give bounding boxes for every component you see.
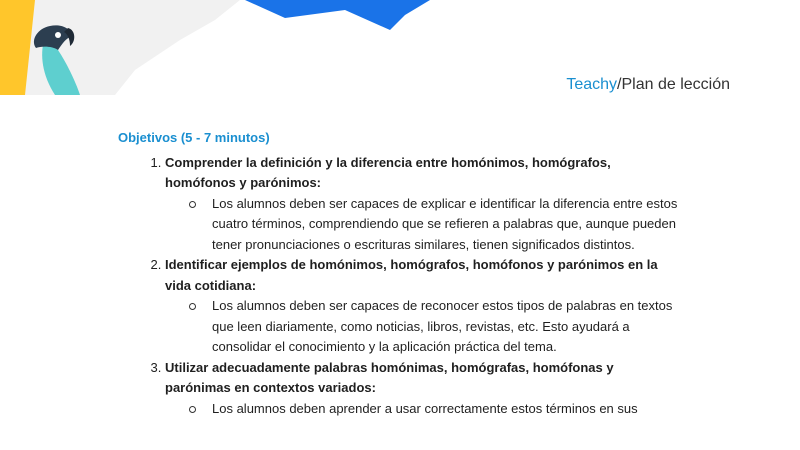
objective-heading: Identificar ejemplos de homónimos, homógrafos, homófonos y parónimos en la vida cotidiana: <box>165 257 658 293</box>
page-title: Plan de lección <box>621 76 730 93</box>
objectives-title: Objetivos (5 - 7 minutos) <box>118 130 270 145</box>
objective-detail: Los alumnos deben ser capaces de reconocer estos tipos de palabras en textos que leen diariamente, como noticias, libros, revistas, etc. Esto ayudará a consolidar el conocimiento y la aplicación práctica del tema. <box>212 296 678 358</box>
objective-details <box>165 296 678 358</box>
objective-heading: Comprender la definición y la diferencia entre homónimos, homógrafos, homófonos y parónimos: <box>165 154 611 190</box>
objective-item <box>165 153 678 256</box>
objective-detail: Los alumnos deben ser capaces de explicar e identificar la diferencia entre estos cuatro términos, comprendiendo que se refieren a palabras que, aunque pueden tener pronunciaciones o escrituras similares, tienen significados distintos. <box>212 194 678 256</box>
lesson-plan-content <box>118 128 678 419</box>
breadcrumb <box>566 76 730 94</box>
blue-shape <box>245 0 430 30</box>
objective-detail: Los alumnos deben aprender a usar correctamente estos términos en sus <box>212 399 678 420</box>
objective-details <box>165 194 678 256</box>
breadcrumb-separator: / <box>617 76 622 93</box>
objective-item <box>165 255 678 358</box>
brand-name[interactable]: Teachy <box>566 76 618 93</box>
objective-heading: Utilizar adecuadamente palabras homónimas, homógrafas, homófonas y parónimas en contextos variados: <box>165 359 614 395</box>
objective-item <box>165 358 678 420</box>
objective-details <box>165 399 678 420</box>
objectives-list <box>118 153 678 420</box>
